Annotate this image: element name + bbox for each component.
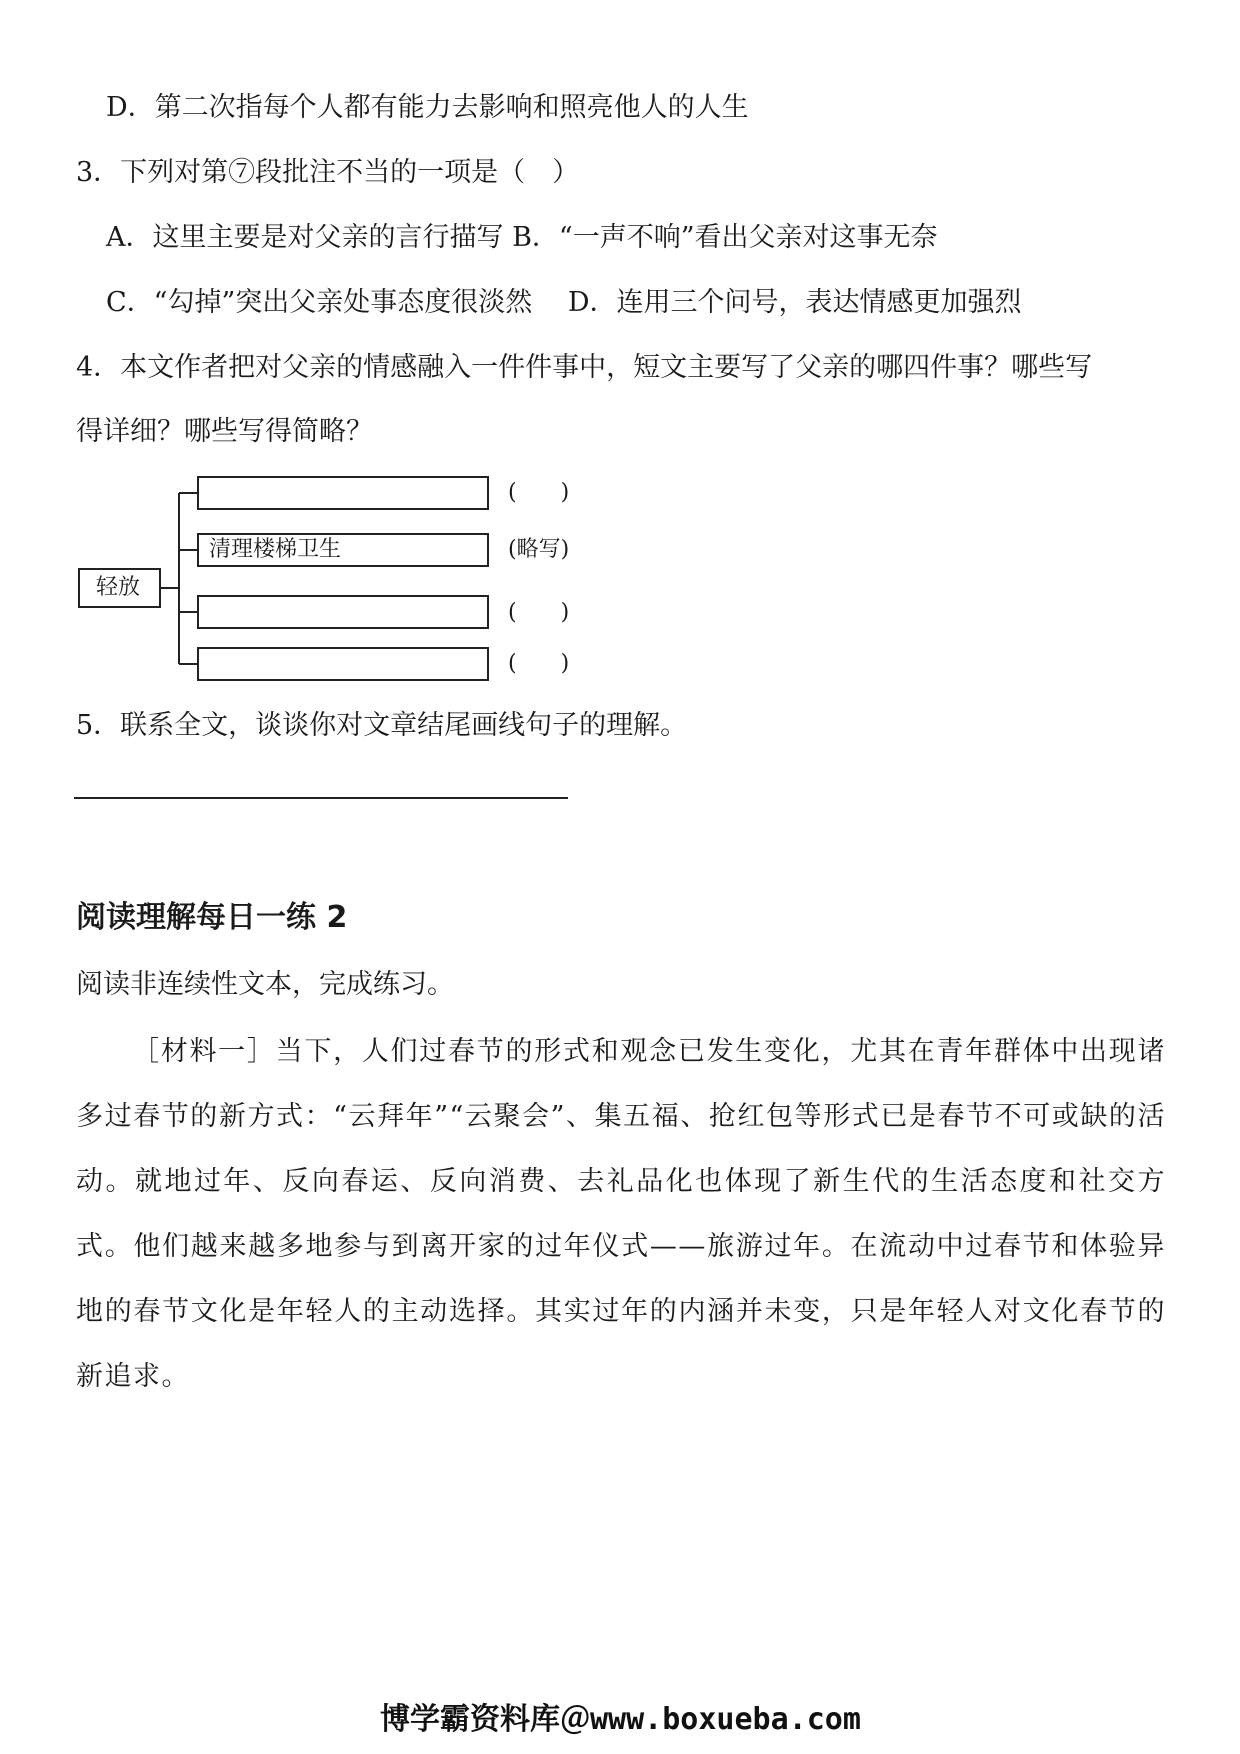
tree-note-1: ( ) xyxy=(508,480,570,505)
section-instruction: 阅读非连续性文本，完成练习。 xyxy=(76,969,454,1000)
tree-answer-box-3[interactable] xyxy=(197,595,489,629)
tree-answer-box-1[interactable] xyxy=(197,476,489,510)
material-1-paragraph: ［材料一］当下，人们过春节的形式和观念已发生变化，尤其在青年群体中出现诸多过春节的新方式：“云拜年”“云聚会”、集五福、抢红包等形式已是春节不可或缺的活动。就地过年、反向春运、反向消费、去礼品化也体现了新生代的生活态度和社交方式。他们越来越多地参与到离开家的过年仪式——旅游过年。在流动中过春节和体验异地的春节文化是年轻人的主动选择。其实过年的内涵并未变，只是年轻人对文化春节的新追求。 xyxy=(76,1036,1166,1392)
tree-root-box: 轻放 xyxy=(78,568,161,608)
watermark-footer: 博学霸资料库＠www.boxueba.com xyxy=(380,1702,861,1737)
q5-answer-line[interactable] xyxy=(74,797,568,799)
tree-note-3: ( ) xyxy=(508,600,570,625)
section-title: 阅读理解每日一练 2 xyxy=(76,900,348,935)
q3-option-cd: C．“勾掉”突出父亲处事态度很淡然 D．连用三个问号，表达情感更加强烈 xyxy=(106,287,1022,318)
q3-option-ab: A．这里主要是对父亲的言行描写 B．“一声不响”看出父亲对这事无奈 xyxy=(106,222,938,253)
tree-note-2: (略写) xyxy=(508,537,570,562)
q4-stem-line2: 得详细？哪些写得简略？ xyxy=(76,416,373,447)
tree-answer-box-2: 清理楼梯卫生 xyxy=(197,533,489,567)
q3-stem: 3．下列对第⑦段批注不当的一项是（ ） xyxy=(76,157,580,188)
tree-answer-box-4[interactable] xyxy=(197,647,489,681)
q5-stem: 5．联系全文，谈谈你对文章结尾画线句子的理解。 xyxy=(76,710,688,741)
q2-option-d: D．第二次指每个人都有能力去影响和照亮他人的人生 xyxy=(106,92,749,123)
tree-note-4: ( ) xyxy=(508,651,570,676)
q4-stem-line1: 4．本文作者把对父亲的情感融入一件件事中，短文主要写了父亲的哪四件事？哪些写 xyxy=(76,352,1093,383)
